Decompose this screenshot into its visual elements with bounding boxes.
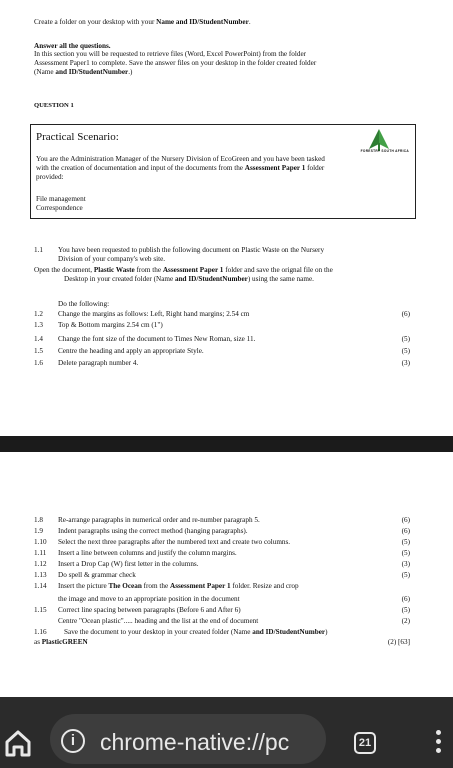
menu-dot [436,739,441,744]
q116-suffix: ) [325,628,328,636]
question-marks: (6) [401,595,410,603]
open-line2-suffix: ) using the same name. [247,275,314,283]
question-number: 1.6 [34,359,43,367]
scenario-bold: Assessment Paper 1 [244,164,306,172]
question-marks: (6) [401,516,410,524]
question-number: 1.2 [34,310,43,318]
question-text: Delete paragraph number 4. [58,359,139,367]
open-text-mid: from the [134,266,163,274]
open-text-suffix: folder and save the orignal file on the [223,266,333,274]
document-page-2 [0,452,453,697]
open-text: Open the document, [34,266,94,274]
question-heading: QUESTION 1 [34,102,74,109]
q114-bold-folder: Assessment Paper 1 [170,582,231,590]
question-text: Do spell & grammar check [58,571,136,579]
open-line2-bold: and ID/StudentNumber [174,275,248,283]
question-text: Indent paragraphs using the correct method (hanging paragraphs). [58,527,248,535]
tab-switcher-button[interactable]: 21 [354,732,376,754]
scenario-body-line-1: You are the Administration Manager of the Nursery Division of EcoGreen and you have been tasked [36,155,325,163]
question-text: Change the margins as follows: Left, Right hand margins; 2.54 cm [58,310,250,318]
question-text: Change the font size of the document to Times New Roman, size 11. [58,335,256,343]
practical-scenario-box [30,124,416,219]
scenario-text: with the creation of documentation and input of the documents from the [36,164,245,172]
instr-prefix: (Name [34,68,56,76]
question-text: Insert a Drop Cap (W) first letter in the columns. [58,560,199,568]
question-number: 1.4 [34,335,43,343]
question-marks: (5) [401,606,410,614]
question-marks: (2) [63] [387,638,410,646]
question-marks: (5) [401,347,410,355]
do-following-text: Do the following: [58,300,110,308]
open-document-line-2 [64,275,314,284]
question-marks: (5) [401,538,410,546]
info-icon[interactable]: i [61,729,85,753]
question-text: Centre "Ocean plastic"..... heading and the list at the end of document [58,617,259,625]
logo-text: FORESTRY SOUTH AFRICA [360,149,409,153]
instr-suffix: .) [128,68,133,76]
question-number: 1.10 [34,538,47,546]
scenario-item-file-management: File management [36,195,86,203]
open-line2-text: Desktop in your created folder (Name [64,275,175,283]
question-number: 1.9 [34,527,43,535]
question-number: 1.13 [34,571,47,579]
question-marks: (2) [401,617,410,625]
question-text: Centre the heading and apply an appropriate Style. [58,347,204,355]
instruction-line-1: In this section you will be requested to retrieve files (Word, Excel PowerPoint) from the folder [34,50,307,58]
q116-text: Save the document to your desktop in your created folder (Name [64,628,253,636]
question-text: Division of your company's web site. [58,255,166,263]
q114-text-mid: from the [141,582,170,590]
question-number: 1.8 [34,516,43,524]
question-marks: (3) [401,560,410,568]
intro-line [34,18,251,27]
open-document-line-1 [34,266,333,275]
question-number: 1.1 [34,246,43,254]
question-text: Top & Bottom margins 2.54 cm (1") [58,321,163,329]
question-text [34,638,88,647]
question-number: 1.14 [34,582,47,590]
more-menu-icon[interactable] [434,730,442,758]
q114-bold-picture: The Ocean [108,582,142,590]
question-number: 1.15 [34,606,47,614]
menu-dot [436,730,441,735]
question-number: 1.3 [34,321,43,329]
scenario-body-line-3: provided: [36,173,64,181]
question-marks: (6) [401,527,410,535]
question-text [64,628,328,637]
question-marks: (3) [401,359,410,367]
question-text: Insert a line between columns and justify the column margins. [58,549,237,557]
question-text: You have been requested to publish the following document on Plastic Waste on the Nursery [58,246,325,254]
intro-bold: Name and ID/StudentNumber [156,18,249,26]
question-number: 1.16 [34,628,47,636]
q114-text-suffix: folder. Resize and crop [230,582,299,590]
instruction-line-3 [34,68,132,77]
question-marks: (5) [401,549,410,557]
instruction-line-2: Assessment Paper1 to complete. Save the answer files on your desktop in the folder created folder [34,59,317,67]
page-divider [0,436,453,452]
open-bold-folder: Assessment Paper 1 [162,266,224,274]
intro-suffix: . [248,18,251,26]
home-icon[interactable] [4,729,32,757]
scenario-body-line-2 [36,164,324,173]
question-text: Correct line spacing between paragraphs (Before 6 and After 6) [58,606,241,614]
intro-text: Create a folder on your desktop with your [34,18,157,26]
q116-line2-bold: PlasticGREEN [41,638,88,646]
open-bold-filename: Plastic Waste [93,266,135,274]
question-text: the image and move to an appropriate position in the document [58,595,240,603]
url-text[interactable]: chrome-native://pc [100,729,290,755]
q116-line2-text: as [34,638,42,646]
question-text: Select the next three paragraphs after the numbered text and create two columns. [58,538,291,546]
q114-text: Insert the picture [58,582,109,590]
instr-bold: and ID/StudentNumber [55,68,129,76]
question-marks: (5) [401,571,410,579]
question-number: 1.12 [34,560,47,568]
question-number: 1.5 [34,347,43,355]
q116-bold: and ID/StudentNumber [252,628,326,636]
question-number: 1.11 [34,549,47,557]
question-text [58,582,299,591]
scenario-title: Practical Scenario: [36,131,119,143]
scenario-item-correspondence: Correspondence [36,204,83,212]
question-marks: (6) [401,310,410,318]
scenario-suffix: folder [305,164,325,172]
question-marks: (5) [401,335,410,343]
answer-heading: Answer all the questions. [34,42,111,50]
question-text: Re-arrange paragraphs in numerical order and re-number paragraph 5. [58,516,260,524]
menu-dot [436,748,441,753]
